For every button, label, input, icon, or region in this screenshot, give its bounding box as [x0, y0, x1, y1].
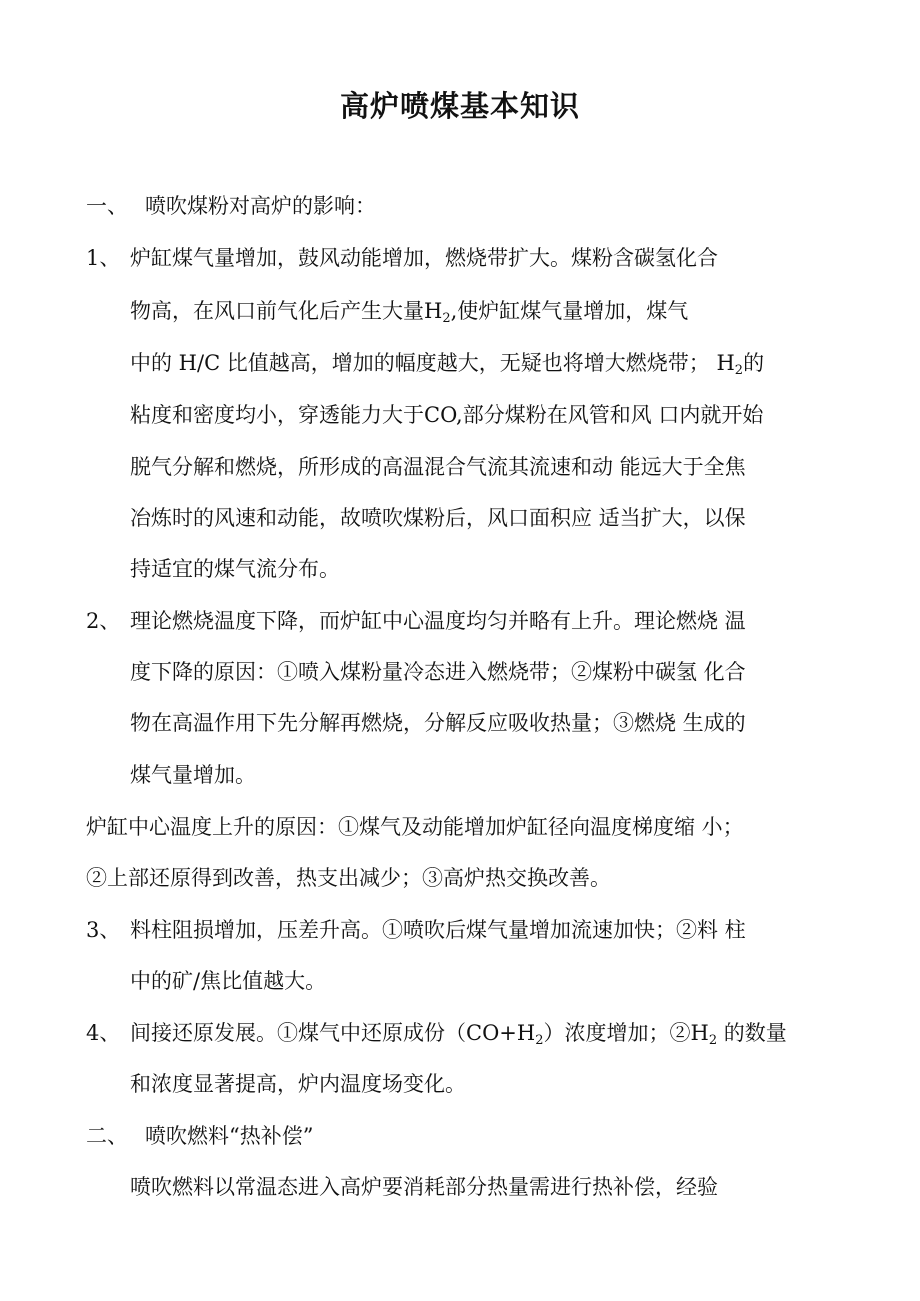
item-4-line-1: 间接还原发展。①煤气中还原成份$(CO+H_2)$浓度增加；$②H_2$ 的数量	[130, 1021, 787, 1048]
item-1-line-7: 持适宜的煤气流分布。	[130, 557, 340, 581]
item-1-line-5: 脱气分解和燃烧，所形成的高温混合气流其流速和动 能远大于全焦	[130, 455, 746, 479]
section-2-marker: 二、	[86, 1124, 128, 1148]
page-title: 高炉喷煤基本知识	[339, 89, 580, 123]
item-4-marker: 4、	[86, 1021, 121, 1045]
item-1-line-6: 冶炼时的风速和动能，故喷吹煤粉后，风口面积应 适当扩大，以保	[130, 506, 746, 530]
item-3-line-1: 料柱阻损增加，压差升高。①喷吹后煤气量增加流速加快；②料 柱	[130, 918, 746, 942]
item-1-line-4: 粘度和密度均小，穿透能力大于CO,部分煤粉在风管和风 口内就开始	[130, 403, 764, 427]
item-1-marker: 1、	[86, 246, 121, 270]
item-2-line-2: 度下降的原因：①喷入煤粉量冷态进入燃烧带；②煤粉中碳氢 化合	[130, 660, 746, 684]
item-1-line-2: 物高，在风口前气化后产生大量$H_2$,使炉缸煤气量增加，煤气	[130, 299, 689, 326]
item-3-marker: 3、	[86, 918, 121, 942]
center-temp-line-1: 炉缸中心温度上升的原因：①煤气及动能增加炉缸径向温度梯度缩 小；	[86, 815, 744, 839]
section-1-heading: 喷吹煤粉对高炉的影响：	[145, 194, 376, 218]
section-2-heading: 喷吹燃料“热补偿”	[145, 1124, 314, 1148]
item-3-line-2: 中的矿/焦比值越大。	[130, 969, 327, 993]
item-4-line-2: 和浓度显著提高，炉内温度场变化。	[130, 1072, 466, 1096]
item-2-line-1: 理论燃烧温度下降，而炉缸中心温度均匀并略有上升。理论燃烧 温	[130, 609, 746, 633]
item-2-marker: 2、	[86, 609, 121, 633]
section-2-paragraph-line-1: 喷吹燃料以常温态进入高炉要消耗部分热量需进行热补偿，经验	[130, 1175, 718, 1199]
item-1-line-3: 中的 H/C 比值越高，增加的幅度越大，无疑也将增大燃烧带； $H_2$的	[130, 351, 765, 378]
section-1-marker: 一、	[86, 194, 128, 218]
item-2-line-4: 煤气量增加。	[130, 763, 256, 787]
item-1-line-1: 炉缸煤气量增加，鼓风动能增加，燃烧带扩大。煤粉含碳氢化合	[130, 246, 718, 270]
center-temp-line-2: ②上部还原得到改善，热支出减少；③高炉热交换改善。	[86, 866, 611, 890]
item-2-line-3: 物在高温作用下先分解再燃烧，分解反应吸收热量；③燃烧 生成的	[130, 711, 746, 735]
